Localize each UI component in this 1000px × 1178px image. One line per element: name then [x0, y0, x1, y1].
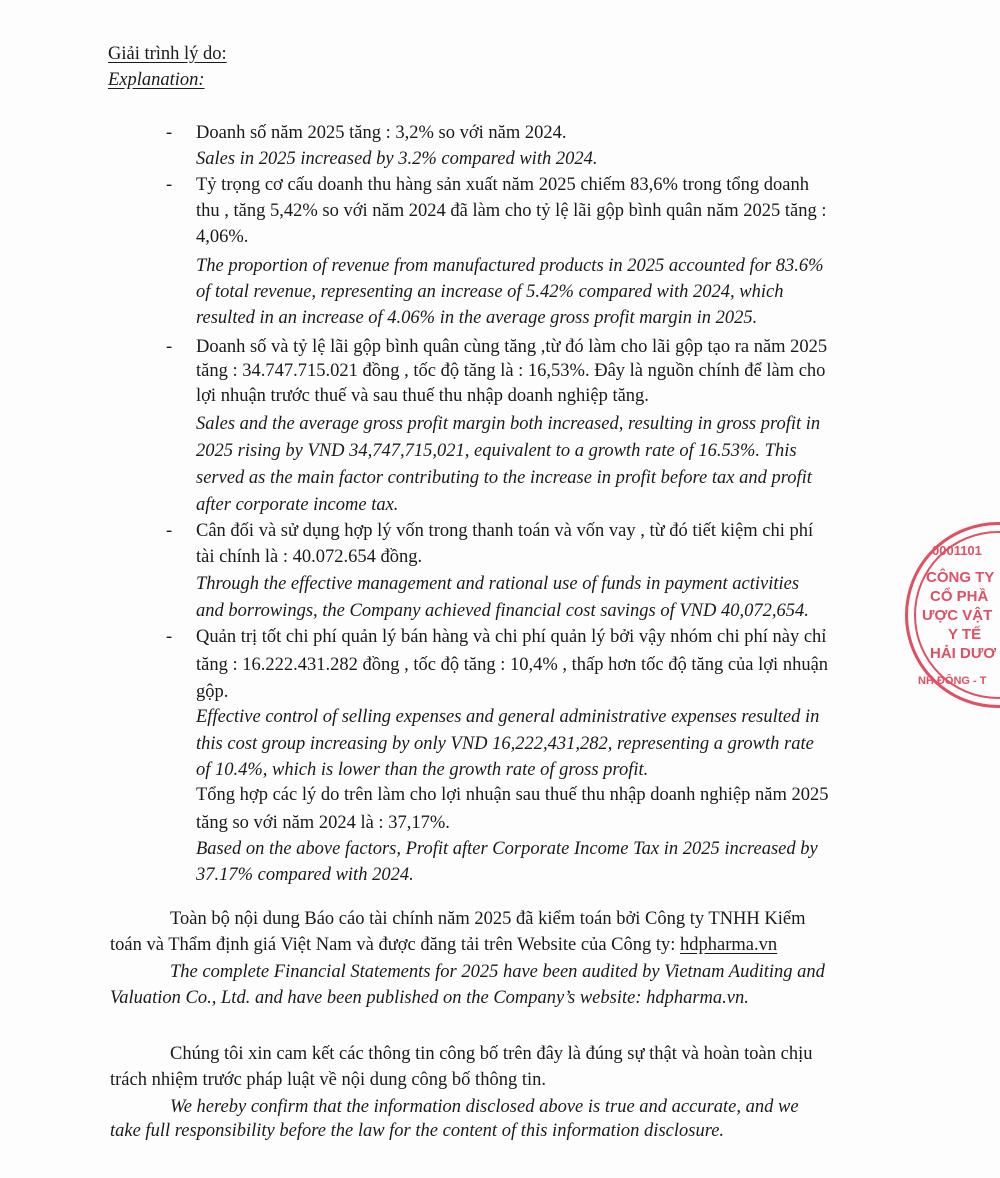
bullet-dash: - — [166, 175, 173, 195]
seal-text: NH ĐÔNG - T — [918, 675, 987, 687]
summary-vi-line: tăng so với năm 2024 là : 37,17%. — [196, 813, 450, 833]
item-3-vi-line: tăng : 34.747.715.021 đồng , tốc độ tăng là : 16,53%. Đây là nguồn chính để làm cho — [196, 361, 826, 381]
item-5-en-line: Effective control of selling expenses and general administrative expenses resulted in — [196, 707, 820, 727]
seal-text: Y TẾ — [948, 626, 982, 643]
item-2-en-line: The proportion of revenue from manufactured products in 2025 accounted for 83.6% — [196, 256, 824, 276]
item-1-en: Sales in 2025 increased by 3.2% compared with 2024. — [196, 149, 598, 169]
audit-vi-text: toán và Thẩm định giá Việt Nam và được đăng tải trên Website của Công ty: — [110, 935, 681, 955]
bullet-dash: - — [166, 123, 173, 143]
item-2-vi-line: Tỷ trọng cơ cấu doanh thu hàng sản xuất năm 2025 chiếm 83,6% trong tổng doanh — [196, 175, 809, 195]
item-2-vi-line: 4,06%. — [196, 227, 249, 247]
item-2-vi-line: thu , tăng 5,42% so với năm 2024 đã làm cho tỷ lệ lãi gộp bình quân năm 2025 tăng : — [196, 201, 827, 221]
item-1-vi: Doanh số năm 2025 tăng : 3,2% so với năm 2024. — [196, 123, 567, 143]
item-3-vi-line: lợi nhuận trước thuế và sau thuế thu nhập doanh nghiệp tăng. — [196, 386, 649, 406]
item-5-en-line: of 10.4%, which is lower than the growth rate of gross profit. — [196, 760, 649, 780]
item-4-en-line: and borrowings, the Company achieved financial cost savings of VND 40,072,654. — [196, 601, 809, 621]
item-5-en-line: this cost group increasing by only VND 16,222,431,282, representing a growth rate — [196, 734, 814, 754]
heading-vi: Giải trình lý do: — [108, 44, 227, 64]
item-2-en-line: resulted in an increase of 4.06% in the average gross profit margin in 2025. — [196, 308, 758, 328]
bullet-dash: - — [166, 337, 173, 357]
summary-en-line: Based on the above factors, Profit after Corporate Income Tax in 2025 increased by — [196, 839, 818, 859]
bullet-dash: - — [166, 627, 173, 647]
item-4-vi-line: tài chính là : 40.072.654 đồng. — [196, 547, 423, 567]
seal-text: CỔ PHẦ — [930, 588, 989, 605]
commitment-en-line-2: take full responsibility before the law for the content of this information disclosure. — [110, 1121, 725, 1141]
seal-text: HẢI DƯƠ — [930, 645, 997, 662]
audit-en-line-1: The complete Financial Statements for 2025 have been audited by Vietnam Auditing and — [170, 962, 825, 982]
seal-text: 0001101 — [932, 543, 982, 558]
item-5-vi-line: gộp. — [196, 682, 229, 702]
seal-text: ƯỢC VẬT — [922, 607, 993, 624]
item-3-en-line: Sales and the average gross profit margin both increased, resulting in gross profit in — [196, 414, 821, 434]
seal-text: CÔNG TY — [926, 569, 995, 586]
audit-en-line-2: Valuation Co., Ltd. and have been published on the Company’s website: hdpharma.vn. — [110, 988, 749, 1008]
website-link[interactable]: hdpharma.vn — [680, 935, 778, 955]
bullet-dash: - — [166, 521, 173, 541]
item-3-en-line: 2025 rising by VND 34,747,715,021, equivalent to a growth rate of 16.53%. This — [196, 441, 797, 461]
heading-en: Explanation: — [108, 70, 205, 90]
summary-en-line: 37.17% compared with 2024. — [196, 865, 414, 885]
item-2-en-line: of total revenue, representing an increase of 5.42% compared with 2024, which — [196, 282, 784, 302]
commitment-vi-line-2: trách nhiệm trước pháp luật về nội dung công bố thông tin. — [110, 1070, 546, 1090]
item-5-vi-line: Quản trị tốt chi phí quản lý bán hàng và chi phí quản lý bởi vậy nhóm chi phí này chỉ — [196, 627, 827, 647]
company-seal — [905, 522, 1000, 708]
item-3-vi-line: Doanh số và tỷ lệ lãi gộp bình quân cùng tăng ,từ đó làm cho lãi gộp tạo ra năm 2025 — [196, 337, 828, 357]
item-5-vi-line: tăng : 16.222.431.282 đồng , tốc độ tăng : 10,4% , thấp hơn tốc độ tăng của lợi nhuận — [196, 655, 829, 675]
audit-vi-line-2 — [110, 932, 777, 959]
item-3-en-line: after corporate income tax. — [196, 495, 399, 515]
item-4-en-line: Through the effective management and rational use of funds in payment activities — [196, 574, 800, 594]
item-4-vi-line: Cân đối và sử dụng hợp lý vốn trong thanh toán và vốn vay , từ đó tiết kiệm chi phí — [196, 521, 814, 541]
commitment-vi-line-1: Chúng tôi xin cam kết các thông tin công bố trên đây là đúng sự thật và hoàn toàn chịu — [170, 1044, 813, 1064]
summary-vi-line: Tổng hợp các lý do trên làm cho lợi nhuận sau thuế thu nhập doanh nghiệp năm 2025 — [196, 785, 829, 805]
audit-vi-line-1: Toàn bộ nội dung Báo cáo tài chính năm 2025 đã kiểm toán bởi Công ty TNHH Kiểm — [170, 909, 806, 929]
item-3-en-line: served as the main factor contributing to the increase in profit before tax and profit — [196, 468, 812, 488]
commitment-en-line-1: We hereby confirm that the information disclosed above is true and accurate, and we — [170, 1097, 799, 1117]
